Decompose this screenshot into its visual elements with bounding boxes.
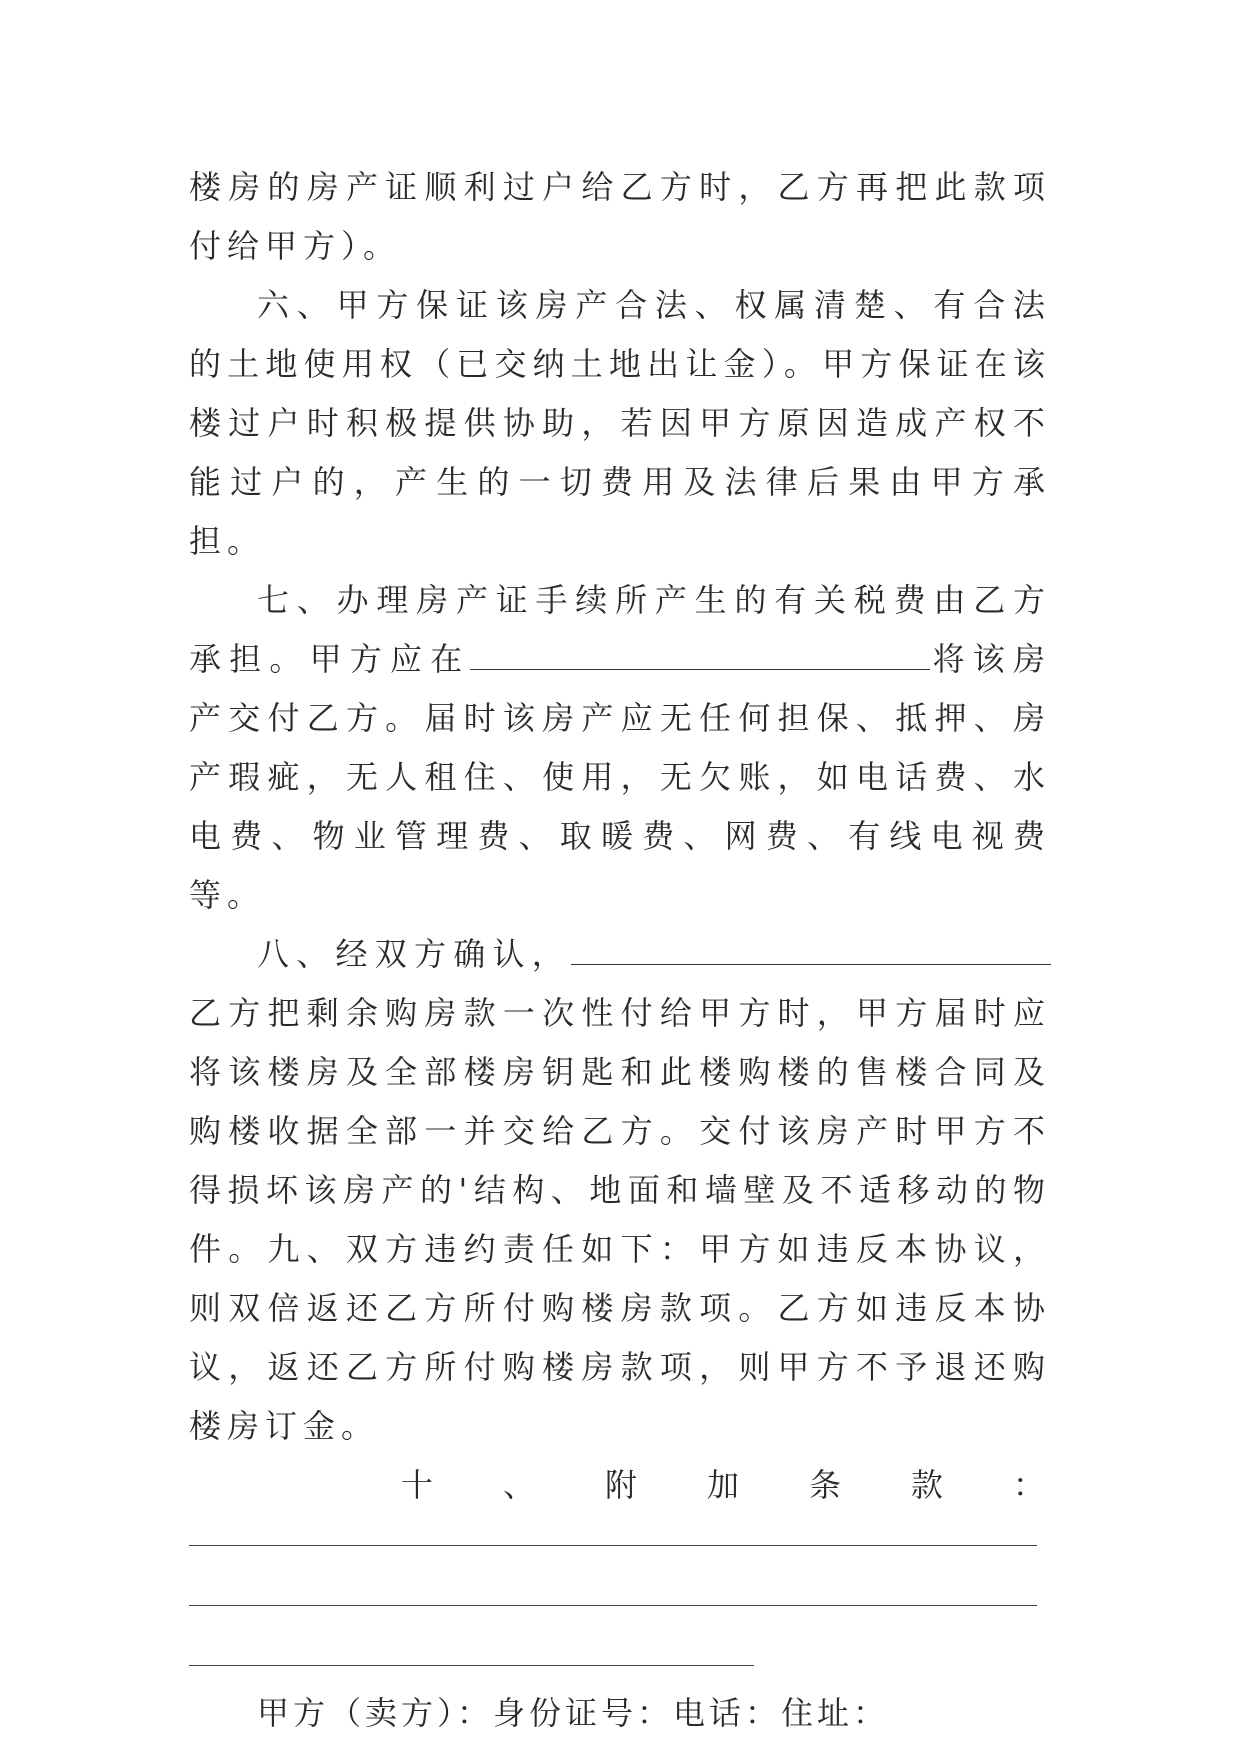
addendum-char: 条 <box>808 1466 841 1504</box>
party-a-signature-line: 甲方（卖方）：身份证号：电话：住址： <box>257 1694 890 1732</box>
addendum-fill-line-3[interactable] <box>189 1665 754 1666</box>
addendum-char: 十 <box>401 1466 434 1504</box>
clause-8-text-a: 八、经双方确认， <box>257 935 571 973</box>
clause-8-text-b: 乙方把剩余购房款一次性付给甲方时，甲方届时应将该楼房及全部楼房钥匙和此楼购楼的售楼合同及购楼收据全部一并交给乙方。交付该房产时甲方不得损坏该房产的'结构、地面和墙壁及不适移动的物件。九、双方违约责任如下：甲方如违反本协议，则双倍返还乙方所付购楼房款项。乙方如违反本协议，返还乙方所付购楼房款项，则甲方不予退还购楼房订金。 <box>189 994 1051 1445</box>
clause-7 <box>189 571 1051 925</box>
clause-8 <box>189 925 1051 1456</box>
addendum-heading <box>189 1456 1051 1515</box>
addendum-char: 、 <box>502 1466 535 1504</box>
addendum-fill-line-1[interactable] <box>189 1545 1037 1546</box>
clause-6: 六、甲方保证该房产合法、权属清楚、有合法的土地使用权（已交纳土地出让金）。甲方保证在该楼过户时积极提供协助，若因甲方原因造成产权不能过户的，产生的一切费用及法律后果由甲方承担。 <box>189 286 1051 560</box>
addendum-char: ： <box>1012 1466 1045 1504</box>
addendum-char: 款 <box>910 1466 943 1504</box>
addendum-char: 加 <box>706 1466 739 1504</box>
document-body <box>189 158 1051 1743</box>
clause-7-text-b: 将该房产交付乙方。届时该房产应无任何担保、抵押、房产瑕疵，无人租住、使用，无欠账，如电话费、水电费、物业管理费、取暖费、网费、有线电视费等。 <box>189 640 1051 914</box>
paragraph-continuation: 楼房的房产证顺利过户给乙方时，乙方再把此款项付给甲方）。 <box>189 168 1051 265</box>
clause-7-text-a: 七、办理房产证手续所产生的有关税费由乙方承担。甲方应在 <box>189 581 1051 678</box>
confirmation-blank[interactable] <box>571 928 1051 965</box>
delivery-date-blank[interactable] <box>470 633 930 670</box>
addendum-fill-line-2[interactable] <box>189 1605 1037 1606</box>
addendum-char: 附 <box>604 1466 637 1504</box>
